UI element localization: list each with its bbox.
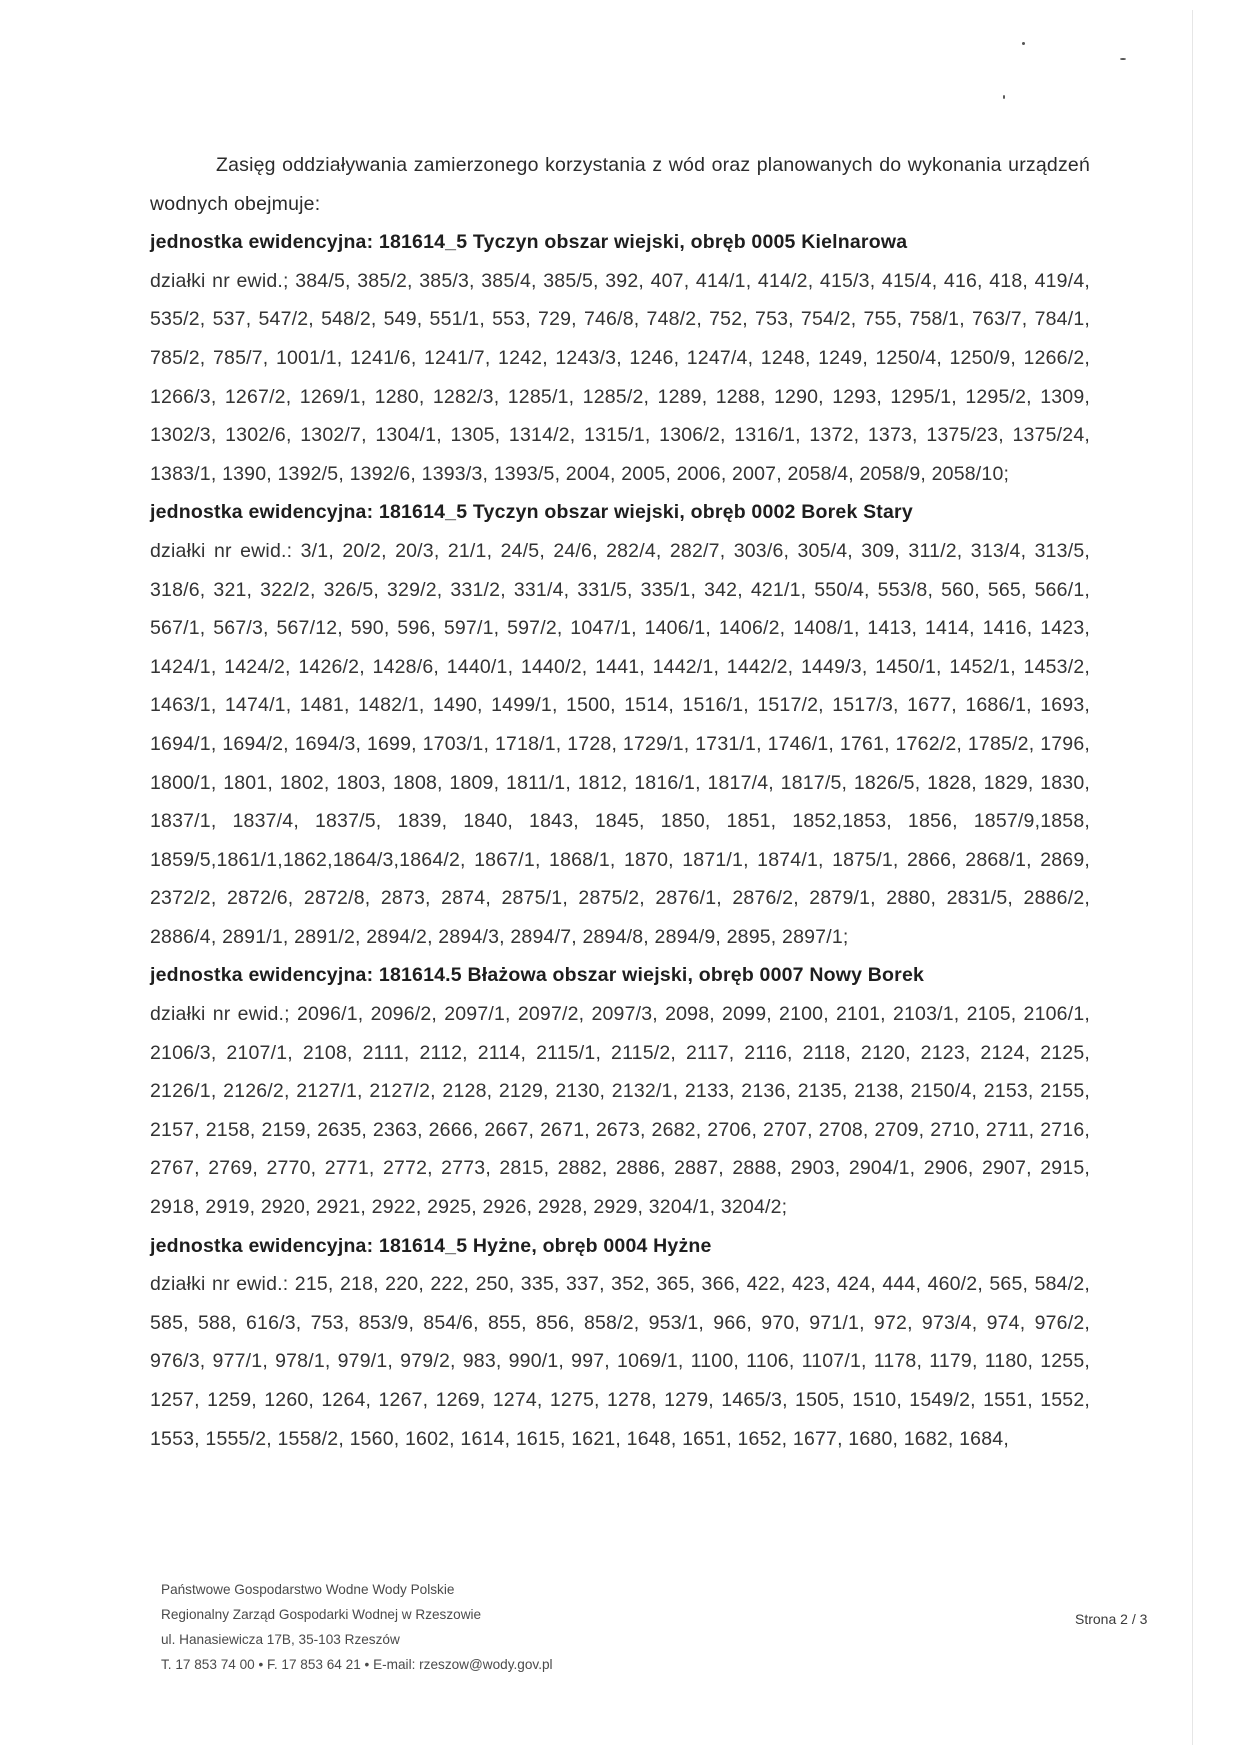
parcel-list: działki nr ewid.: 215, 218, 220, 222, 250, 335, 337, 352, 365, 366, 422, 423, 424, 444, 460/2, 565, 584/2, 585, 588, 616/3, 753, 853/9, 854/6, 855, 856, 858/2, 953/1, 966, 970, 971/1, 972, 973/4, 974, 976/2, 976/3, 977/1, 978/1, 979/1, 979/2, 983, 990/1, 997, 1069/1, 1100, 1106, 1107/1, 1178, 1179, 1180, 1255, 1257, 1259, 1260, 1264, 1267, 1269, 1274, 1275, 1278, 1279, 1465/3, 1505, 1510, 1549/2, 1551, 1552, 1553, 1555/2, 1558/2, 1560, 1602, 1614, 1615, 1621, 1648, 1651, 1652, 1677, 1680, 1682, 1684, bbox=[150, 1273, 1090, 1450]
footer-department: Regionalny Zarząd Gospodarki Wodnej w Rzeszowie bbox=[161, 1607, 482, 1622]
section-kielnarowa bbox=[150, 223, 1090, 493]
section-heading: jednostka ewidencyjna: 181614_5 Hyżne, obręb 0004 Hyżne bbox=[150, 1234, 712, 1257]
footer-address bbox=[161, 1577, 553, 1677]
footer-street: ul. Hanasiewicza 17B, 35-103 Rzeszów bbox=[161, 1632, 400, 1647]
section-borek-stary bbox=[150, 493, 1090, 956]
section-heading: jednostka ewidencyjna: 181614.5 Błażowa obszar wiejski, obręb 0007 Nowy Borek bbox=[150, 964, 925, 987]
scan-speck bbox=[1120, 58, 1126, 60]
section-heading: jednostka ewidencyjna: 181614_5 Tyczyn obszar wiejski, obręb 0002 Borek Stary bbox=[150, 501, 913, 524]
scan-speck bbox=[1022, 42, 1025, 45]
footer-organization: Państwowe Gospodarstwo Wodne Wody Polskie bbox=[161, 1582, 455, 1597]
footer-contact: T. 17 853 74 00 • F. 17 853 64 21 • E-mail: rzeszow@wody.gov.pl bbox=[161, 1657, 553, 1672]
document-body bbox=[150, 146, 1090, 1458]
parcel-list: działki nr ewid.: 3/1, 20/2, 20/3, 21/1, 24/5, 24/6, 282/4, 282/7, 303/6, 305/4, 309, 311/2, 313/4, 313/5, 318/6, 321, 322/2, 326/5, 329/2, 331/2, 331/4, 331/5, 335/1, 342, 421/1, 550/4, 553/8, 560, 565, 566/1, 567/1, 567/3, 567/12, 590, 596, 597/1, 597/2, 1047/1, 1406/1, 1406/2, 1408/1, 1413, 1414, 1416, 1423, 1424/1, 1424/2, 1426/2, 1428/6, 1440/1, 1440/2, 1441, 1442/1, 1442/2, 1449/3, 1450/1, 1452/1, 1453/2, 1463/1, 1474/1, 1481, 1482/1, 1490, 1499/1, 1500, 1514, 1516/1, 1517/2, 1517/3, 1677, 1686/1, 1693, 1694/1, 1694/2, 1694/3, 1699, 1703/1, 1718/1, 1728, 1729/1, 1731/1, 1746/1, 1761, 1762/2, 1785/2, 1796, 1800/1, 1801, 1802, 1803, 1808, 1809, 1811/1, 1812, 1816/1, 1817/4, 1817/5, 1826/5, 1828, 1829, 1830, 1837/1, 1837/4, 1837/5, 1839, 1840, 1843, 1845, 1850, 1851, 1852,1853, 1856, 1857/9,1858, 1859/5,1861/1,1862,1864/3,1864/2, 1867/1, 1868/1, 1870, 1871/1, 1874/1, 1875/1, 2866, 2868/1, 2869, 2372/2, 2872/6, 2872/8, 2873, 2874, 2875/1, 2875/2, 2876/1, 2876/2, 2879/1, 2880, 2831/5, 2886/2, 2886/4, 2891/1, 2891/2, 2894/2, 2894/3, 2894/7, 2894/8, 2894/9, 2895, 2897/1; bbox=[150, 539, 1090, 948]
section-nowy-borek bbox=[150, 956, 1090, 1226]
scan-edge-line bbox=[1192, 10, 1193, 1745]
section-heading: jednostka ewidencyjna: 181614_5 Tyczyn obszar wiejski, obręb 0005 Kielnarowa bbox=[150, 231, 908, 254]
intro-paragraph: Zasięg oddziaływania zamierzonego korzystania z wód oraz planowanych do wykonania urządzeń wodnych obejmuje: bbox=[150, 154, 1090, 215]
scan-speck bbox=[1003, 95, 1005, 99]
parcel-list: działki nr ewid.; 384/5, 385/2, 385/3, 385/4, 385/5, 392, 407, 414/1, 414/2, 415/3, 415/4, 416, 418, 419/4, 535/2, 537, 547/2, 548/2, 549, 551/1, 553, 729, 746/8, 748/2, 752, 753, 754/2, 755, 758/1, 763/7, 784/1, 785/2, 785/7, 1001/1, 1241/6, 1241/7, 1242, 1243/3, 1246, 1247/4, 1248, 1249, 1250/4, 1250/9, 1266/2, 1266/3, 1267/2, 1269/1, 1280, 1282/3, 1285/1, 1285/2, 1289, 1288, 1290, 1293, 1295/1, 1295/2, 1309, 1302/3, 1302/6, 1302/7, 1304/1, 1305, 1314/2, 1315/1, 1306/2, 1316/1, 1372, 1373, 1375/23, 1375/24, 1383/1, 1390, 1392/5, 1392/6, 1393/3, 1393/5, 2004, 2005, 2006, 2007, 2058/4, 2058/9, 2058/10; bbox=[150, 269, 1090, 485]
section-hyzne bbox=[150, 1227, 1090, 1459]
page-number: Strona 2 / 3 bbox=[1075, 1611, 1148, 1627]
parcel-list: działki nr ewid.; 2096/1, 2096/2, 2097/1, 2097/2, 2097/3, 2098, 2099, 2100, 2101, 2103/1, 2105, 2106/1, 2106/3, 2107/1, 2108, 2111, 2112, 2114, 2115/1, 2115/2, 2117, 2116, 2118, 2120, 2123, 2124, 2125, 2126/1, 2126/2, 2127/1, 2127/2, 2128, 2129, 2130, 2132/1, 2133, 2136, 2135, 2138, 2150/4, 2153, 2155, 2157, 2158, 2159, 2635, 2363, 2666, 2667, 2671, 2673, 2682, 2706, 2707, 2708, 2709, 2710, 2711, 2716, 2767, 2769, 2770, 2771, 2772, 2773, 2815, 2882, 2886, 2887, 2888, 2903, 2904/1, 2906, 2907, 2915, 2918, 2919, 2920, 2921, 2922, 2925, 2926, 2928, 2929, 3204/1, 3204/2; bbox=[150, 1003, 1090, 1219]
